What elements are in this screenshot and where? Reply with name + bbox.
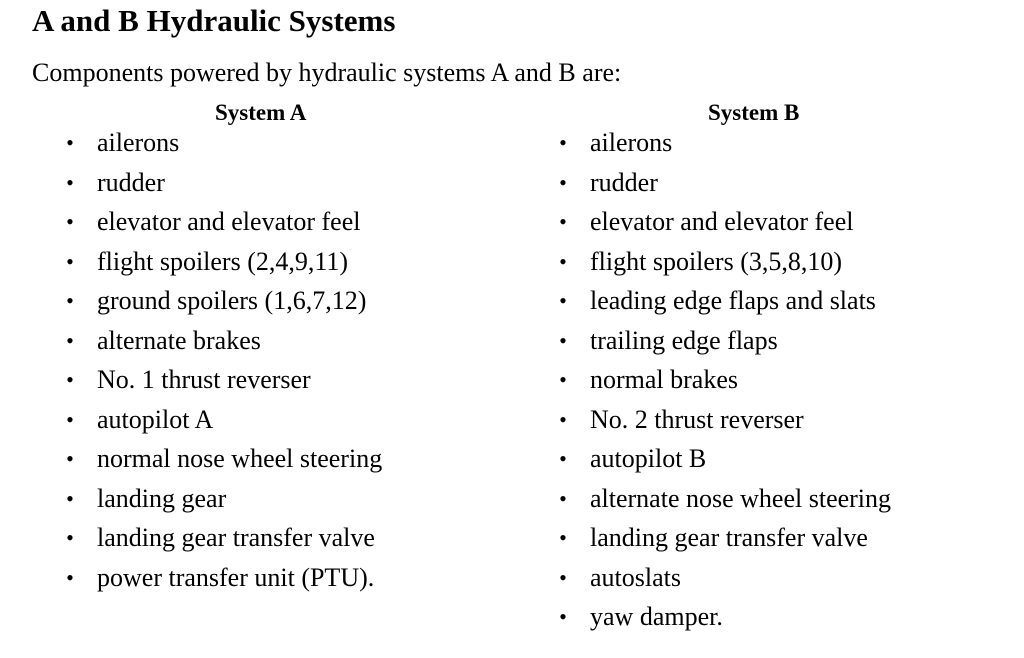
list-item: [60, 123, 500, 163]
bullet-icon: •: [66, 130, 74, 155]
bullet-icon: •: [559, 604, 567, 629]
list-item: [60, 558, 500, 598]
list-item: [553, 202, 993, 242]
system-b-header: System B: [708, 100, 800, 125]
list-item: [553, 597, 993, 637]
list-item-label: landing gear: [97, 483, 227, 513]
bullet-icon: •: [559, 525, 567, 550]
bullet-icon: •: [66, 485, 74, 511]
bullet-icon: •: [559, 209, 567, 234]
bullet-icon: •: [66, 248, 74, 274]
bullet-icon: •: [559, 564, 567, 590]
list-item-label: yaw damper.: [590, 602, 723, 631]
bullet-icon: •: [66, 169, 74, 195]
system-a-list: [60, 123, 500, 597]
list-item: [553, 321, 993, 361]
list-item: [553, 281, 993, 321]
list-item: [60, 439, 500, 479]
list-item: [60, 479, 500, 519]
system-a-header: System A: [215, 100, 307, 125]
bullet-icon: •: [66, 406, 74, 432]
bullet-icon: •: [66, 288, 74, 313]
list-item-label: normal brakes: [590, 365, 739, 394]
system-b-list: [553, 123, 993, 637]
list-item: [60, 202, 500, 242]
page-title: A and B Hydraulic Systems: [32, 3, 396, 38]
list-item: [60, 518, 500, 558]
bullet-icon: •: [559, 446, 567, 471]
bullet-icon: •: [66, 564, 74, 590]
list-item: [60, 281, 500, 321]
list-item-label: rudder: [590, 167, 658, 197]
list-item-label: trailing edge flaps: [590, 325, 778, 355]
list-item-label: flight spoilers (3,5,8,10): [590, 246, 843, 276]
bullet-icon: •: [559, 406, 567, 432]
list-item-label: autopilot B: [590, 444, 707, 473]
list-item-label: elevator and elevator feel: [590, 207, 854, 236]
bullet-icon: •: [66, 327, 74, 353]
list-item-label: alternate nose wheel steering: [590, 483, 892, 513]
list-item: [60, 400, 500, 440]
list-item-label: elevator and elevator feel: [97, 207, 361, 236]
list-item-label: ground spoilers (1,6,7,12): [97, 286, 367, 315]
bullet-icon: •: [66, 525, 74, 550]
list-item-label: No. 2 thrust reverser: [590, 404, 804, 434]
list-item: [60, 242, 500, 282]
list-item-label: ailerons: [590, 128, 673, 157]
list-item-label: leading edge flaps and slats: [590, 286, 876, 315]
list-item: [553, 518, 993, 558]
list-item: [553, 479, 993, 519]
list-item-label: ailerons: [97, 128, 180, 157]
bullet-icon: •: [66, 367, 74, 392]
list-item-label: No. 1 thrust reverser: [97, 365, 311, 394]
list-item-label: normal nose wheel steering: [97, 444, 383, 473]
list-item: [553, 360, 993, 400]
list-item-label: flight spoilers (2,4,9,11): [97, 246, 349, 276]
list-item: [60, 360, 500, 400]
list-item: [553, 558, 993, 598]
bullet-icon: •: [559, 485, 567, 511]
bullet-icon: •: [559, 367, 567, 392]
list-item-label: power transfer unit (PTU).: [97, 562, 375, 592]
list-item-label: autoslats: [590, 562, 681, 592]
bullet-icon: •: [559, 248, 567, 274]
list-item-label: landing gear transfer valve: [97, 523, 375, 552]
list-item: [60, 321, 500, 361]
list-item: [553, 242, 993, 282]
bullet-icon: •: [559, 169, 567, 195]
bullet-icon: •: [66, 446, 74, 471]
bullet-icon: •: [66, 209, 74, 234]
intro-text: Components powered by hydraulic systems A and B are:: [32, 58, 622, 87]
list-item: [553, 163, 993, 203]
list-item: [553, 400, 993, 440]
list-item-label: autopilot A: [97, 404, 214, 434]
list-item-label: landing gear transfer valve: [590, 523, 868, 552]
bullet-icon: •: [559, 130, 567, 155]
bullet-icon: •: [559, 288, 567, 313]
list-item: [553, 123, 993, 163]
list-item-label: alternate brakes: [97, 325, 261, 355]
bullet-icon: •: [559, 327, 567, 353]
list-item: [60, 163, 500, 203]
list-item-label: rudder: [97, 167, 165, 197]
list-item: [553, 439, 993, 479]
